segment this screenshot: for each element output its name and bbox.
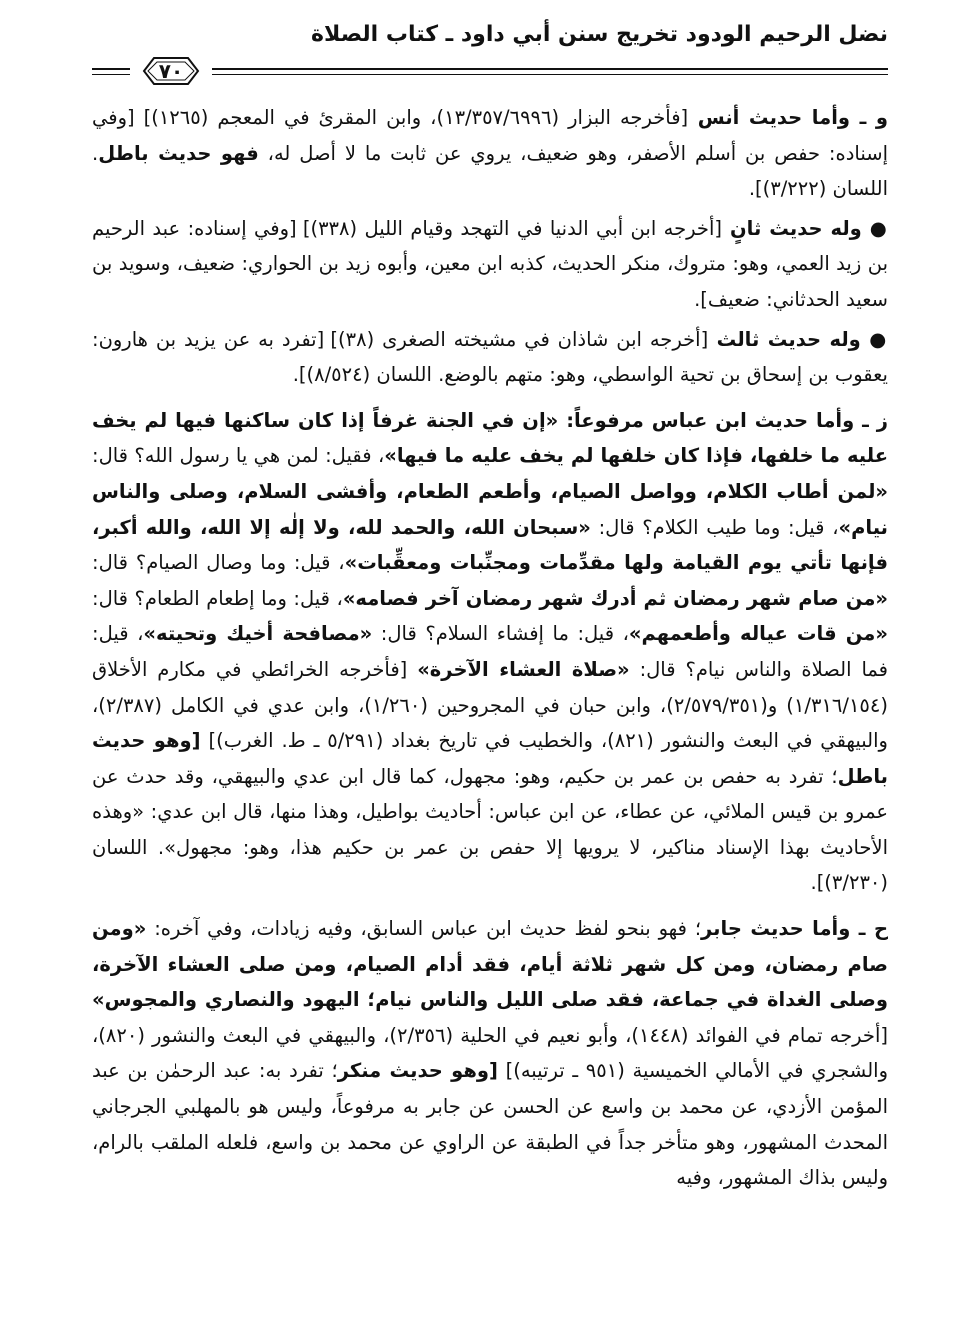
running-title: نضل الرحيم الودود تخريج سنن أبي داود ـ كتاب الصلاة bbox=[311, 22, 888, 47]
paragraph-thalith bbox=[92, 322, 888, 393]
bold-run: ● وله حديث ثالث bbox=[708, 327, 888, 351]
paragraph-ha bbox=[92, 911, 888, 1196]
bold-run: و ـ وأما حديث أنس bbox=[688, 106, 888, 129]
text-run: [أخرجه تمام في الفوائد (١٤٤٨)، وأبو نعيم في الحلية (٢/٣٥٦)، والبيهقي في البعث والنشور (٨٢٠)، والشجري في الأمالي الخميسية (٩٥١ ـ ترتيبه)] bbox=[92, 1023, 888, 1083]
page-body bbox=[92, 100, 888, 1335]
bold-run: ز ـ وأما حديث ابن عباس مرفوعاً: bbox=[558, 408, 888, 432]
bold-run: «صلاة العشاء الآخرة» bbox=[417, 657, 630, 681]
bold-run: «إن في الجنة غرفاً إذا كان ساكنها فيها لم يخف عليه ما خلفها، فإذا كان خلفها لم يخف عليه ما فيها» bbox=[92, 408, 888, 468]
page-header bbox=[92, 12, 888, 94]
paragraph-thani bbox=[92, 211, 888, 318]
bold-run: [وهو حديث منكر bbox=[337, 1059, 498, 1083]
text-run: ، فقيل: لمن هي يا رسول الله؟ قال: bbox=[92, 444, 385, 468]
text-run: ، قيل: ما إفشاء السلام؟ قال: bbox=[372, 622, 629, 646]
text-run: [فأخرجه الخرائطي في مكارم الأخلاق (١/٣١٦/١٥٤) و(٢/٥٧٩/٣٥١)، وابن حبان في المجروحين (١/٢٦٠)، وابن عدي في الكامل (٢/٣٨٧)، والبيهقي في البعث والنشور (٨٢١)، والخطيب في تاريخ بغداد (٥/٢٩١ ـ ط. الغرب)] bbox=[92, 657, 888, 753]
bold-run: «من صام شهر رمضان ثم أدرك شهر رمضان آخر فصامه» bbox=[342, 586, 888, 610]
text-run: . اللسان (٣/٢٢٢)]. bbox=[92, 141, 888, 201]
paragraph-vav bbox=[92, 100, 888, 207]
bold-run: فهو حديث باطل bbox=[98, 141, 259, 165]
header-rule-thin bbox=[212, 74, 888, 75]
text-run: ، قيل: فما الصلاة والناس نيام؟ قال: bbox=[92, 622, 888, 681]
text-run: ، قيل: وما وصال الصيام؟ قال: bbox=[92, 551, 345, 575]
bold-run: «سبحان الله، والحمد لله، ولا إلٰه إلا الله، والله أكبر، فإنها تأتي يوم القيامة ولها مقدِّمات ومجنِّبات ومعقِّبات» bbox=[92, 515, 888, 575]
text-run: ، قيل: وما إطعام الطعام؟ قال: bbox=[92, 586, 343, 610]
header-rule-left bbox=[92, 68, 130, 70]
text-run: ؛ تفرد به حفص بن عمر بن حكيم، وهو: مجهول، كما قال ابن عدي والبيهقي، وقد حدث عن عمرو بن قيس الملائي، عن عطاء، عن ابن عباس: أحاديث بواطيل، وهذا منها، قال ابن عدي: «وهذه الأحاديث بهذا الإسناد مناكير، لا يرويها إلا حفص بن عمر بن حكيم هذا، وهو: مجهول». اللسان (٣/٢٣٠)]. bbox=[92, 764, 888, 895]
page-number-badge bbox=[138, 54, 204, 88]
bold-run: ● وله حديث ثانٍ bbox=[722, 216, 888, 240]
text-run: [فأخرجه البزار (١٣/٣٥٧/٦٩٩٦)، وابن المقرئ في المعجم (١٢٦٥)] [وفي إسناده: حفص بن أسلم الأصفر، وهو ضعيف، يروي عن ثابت ما لا أصل له، bbox=[92, 106, 888, 165]
bold-run: ح ـ وأما حديث جابر bbox=[701, 917, 888, 941]
bold-run: «لمن أطاب الكلام، وواصل الصيام، وأطعم الطعام، وأفشى السلام، وصلى والناس نيام» bbox=[92, 479, 888, 539]
text-run: [أخرجه ابن شاذان في مشيخته الصغرى (٣٨)] [تفرد به عن يزيد بن هارون: يعقوب بن إسحاق بن تحية الواسطي، وهو: متهم بالوضع. اللسان (٨/٥٢٤)]. bbox=[92, 327, 888, 387]
text-run: ، قيل: وما طيب الكلام؟ قال: bbox=[590, 515, 839, 539]
bold-run: «من قات عياله وأطعمهم» bbox=[628, 622, 888, 646]
paragraph-zay bbox=[92, 403, 888, 901]
page-number: ٧٠ bbox=[158, 59, 184, 83]
text-run: [أخرجه ابن أبي الدنيا في التهجد وقيام الليل (٣٣٨)] [وفي إسناده: عبد الرحيم بن زيد العمي، وهو: متروك، منكر الحديث، كذبه ابن معين، وأبوه زيد بن الحواري: ضعيف، وسويد بن سعيد الحدثاني: ضعيف]. bbox=[92, 216, 888, 311]
text-run: ؛ فهو بنحو لفظ حديث ابن عباس السابق، وفيه زيادات، وفي آخره: bbox=[146, 917, 702, 941]
bold-run: «مصافحة أخيك وتحيته» bbox=[143, 622, 373, 646]
bold-run: «ومن صام رمضان، ومن كل شهر ثلاثة أيام، فقد أدام الصيام، ومن صلى العشاء الآخرة، وصلى الغداة في جماعة، فقد صلى الليل والناس نيام؛ اليهود والنصاري والمجوس» bbox=[92, 917, 888, 1012]
text-run: ؛ تفرد به: عبد الرحمٰن بن عبد المؤمن الأزدي، عن محمد بن واسع عن الحسن عن جابر به مرفوعاً، وليس هو بالمهلبي الجرجاني المحدث المشهور، وهو متأخر جداً في الطبقة عن الراوي عن محمد بن واسع، فلعله الملقب بالرام، وليس بذاك المشهور، وفيه bbox=[92, 1059, 888, 1190]
header-rule-left-thin bbox=[92, 74, 130, 75]
bold-run: [وهو حديث باطل bbox=[92, 729, 888, 788]
header-rule bbox=[212, 68, 888, 70]
